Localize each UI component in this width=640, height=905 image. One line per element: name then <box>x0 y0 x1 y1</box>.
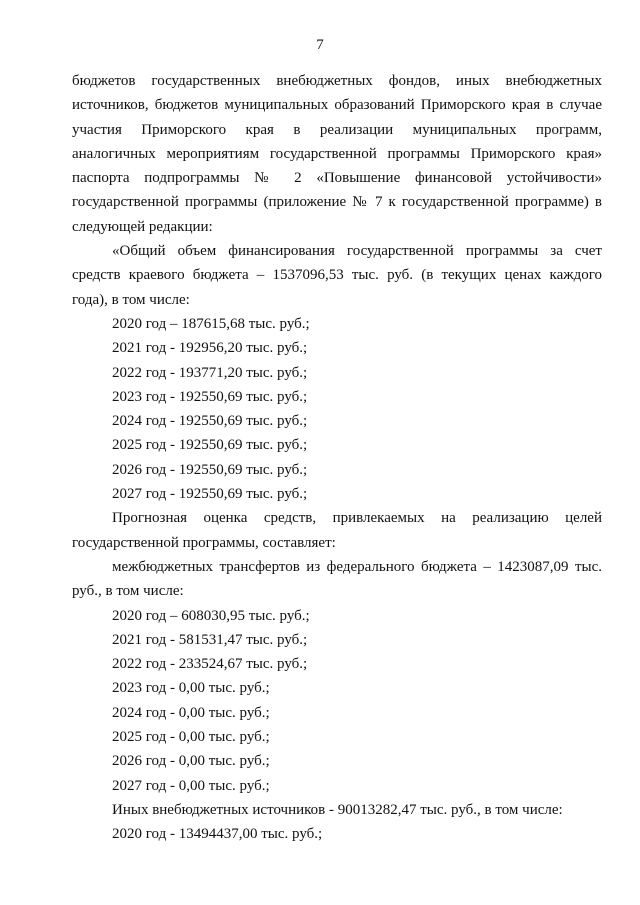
text-line: Прогнозная оценка средств, привлекаемых на реализацию целей <box>112 510 602 527</box>
text-line: государственной программы, составляет: <box>72 534 336 551</box>
list-item: 2024 год - 0,00 тыс. руб.; <box>112 704 270 721</box>
text-line: «Общий объем финансирования государственной программы за счет <box>112 243 602 260</box>
list-item: 2022 год - 233524,67 тыс. руб.; <box>112 656 308 673</box>
list-item: 2026 год - 0,00 тыс. руб.; <box>112 753 270 770</box>
text-line: года), в том числе: <box>72 291 190 308</box>
list-item: 2021 год - 192956,20 тыс. руб.; <box>112 340 308 357</box>
page-body <box>72 69 602 847</box>
list-item: 2020 год - 13494437,00 тыс. руб.; <box>112 826 323 843</box>
text-line: межбюджетных трансфертов из федерального бюджета – 1423087,09 тыс. <box>112 558 602 575</box>
list-item: 2024 год - 192550,69 тыс. руб.; <box>112 413 308 430</box>
total-financing-paragraph <box>72 239 602 312</box>
forecast-paragraph <box>72 506 602 555</box>
list-item: 2021 год - 581531,47 тыс. руб.; <box>112 631 308 648</box>
page-number: 7 <box>316 37 324 53</box>
text-line: участия Приморского края в реализации муниципальных программ, <box>72 121 602 138</box>
text-line: аналогичных мероприятиям государственной программы Приморского края» <box>72 145 602 162</box>
list-item: 2020 год – 187615,68 тыс. руб.; <box>112 315 310 332</box>
list-item: 2020 год – 608030,95 тыс. руб.; <box>112 607 310 624</box>
text-line: государственной программы (приложение № 7 к государственной программе) в <box>72 194 602 211</box>
intro-paragraph <box>72 69 602 239</box>
federal-transfers-paragraph <box>72 555 602 604</box>
text-line: средств краевого бюджета – 1537096,53 тыс. руб. (в текущих ценах каждого <box>72 267 602 284</box>
list-item: 2023 год - 192550,69 тыс. руб.; <box>112 388 308 405</box>
other-sources-years-list <box>72 822 602 846</box>
other-sources-paragraph <box>72 798 602 822</box>
regional-budget-years-list <box>72 312 602 506</box>
list-item: 2027 год - 192550,69 тыс. руб.; <box>112 486 308 503</box>
text-line: следующей редакции: <box>72 218 213 235</box>
list-item: 2025 год - 0,00 тыс. руб.; <box>112 729 270 746</box>
list-item: 2026 год - 192550,69 тыс. руб.; <box>112 461 308 478</box>
federal-budget-years-list <box>72 604 602 798</box>
list-item: 2023 год - 0,00 тыс. руб.; <box>112 680 270 697</box>
list-item: 2027 год - 0,00 тыс. руб.; <box>112 777 270 794</box>
text-line: руб., в том числе: <box>72 583 184 600</box>
text-line: источников, бюджетов муниципальных образований Приморского края в случае <box>72 97 602 114</box>
list-item: 2025 год - 192550,69 тыс. руб.; <box>112 437 308 454</box>
text-line: паспорта подпрограммы № 2 «Повышение финансовой устойчивости» <box>72 170 602 187</box>
text-line: Иных внебюджетных источников - 90013282,47 тыс. руб., в том числе: <box>112 801 563 818</box>
text-line: бюджетов государственных внебюджетных фондов, иных внебюджетных <box>72 73 602 89</box>
list-item: 2022 год - 193771,20 тыс. руб.; <box>112 364 308 381</box>
